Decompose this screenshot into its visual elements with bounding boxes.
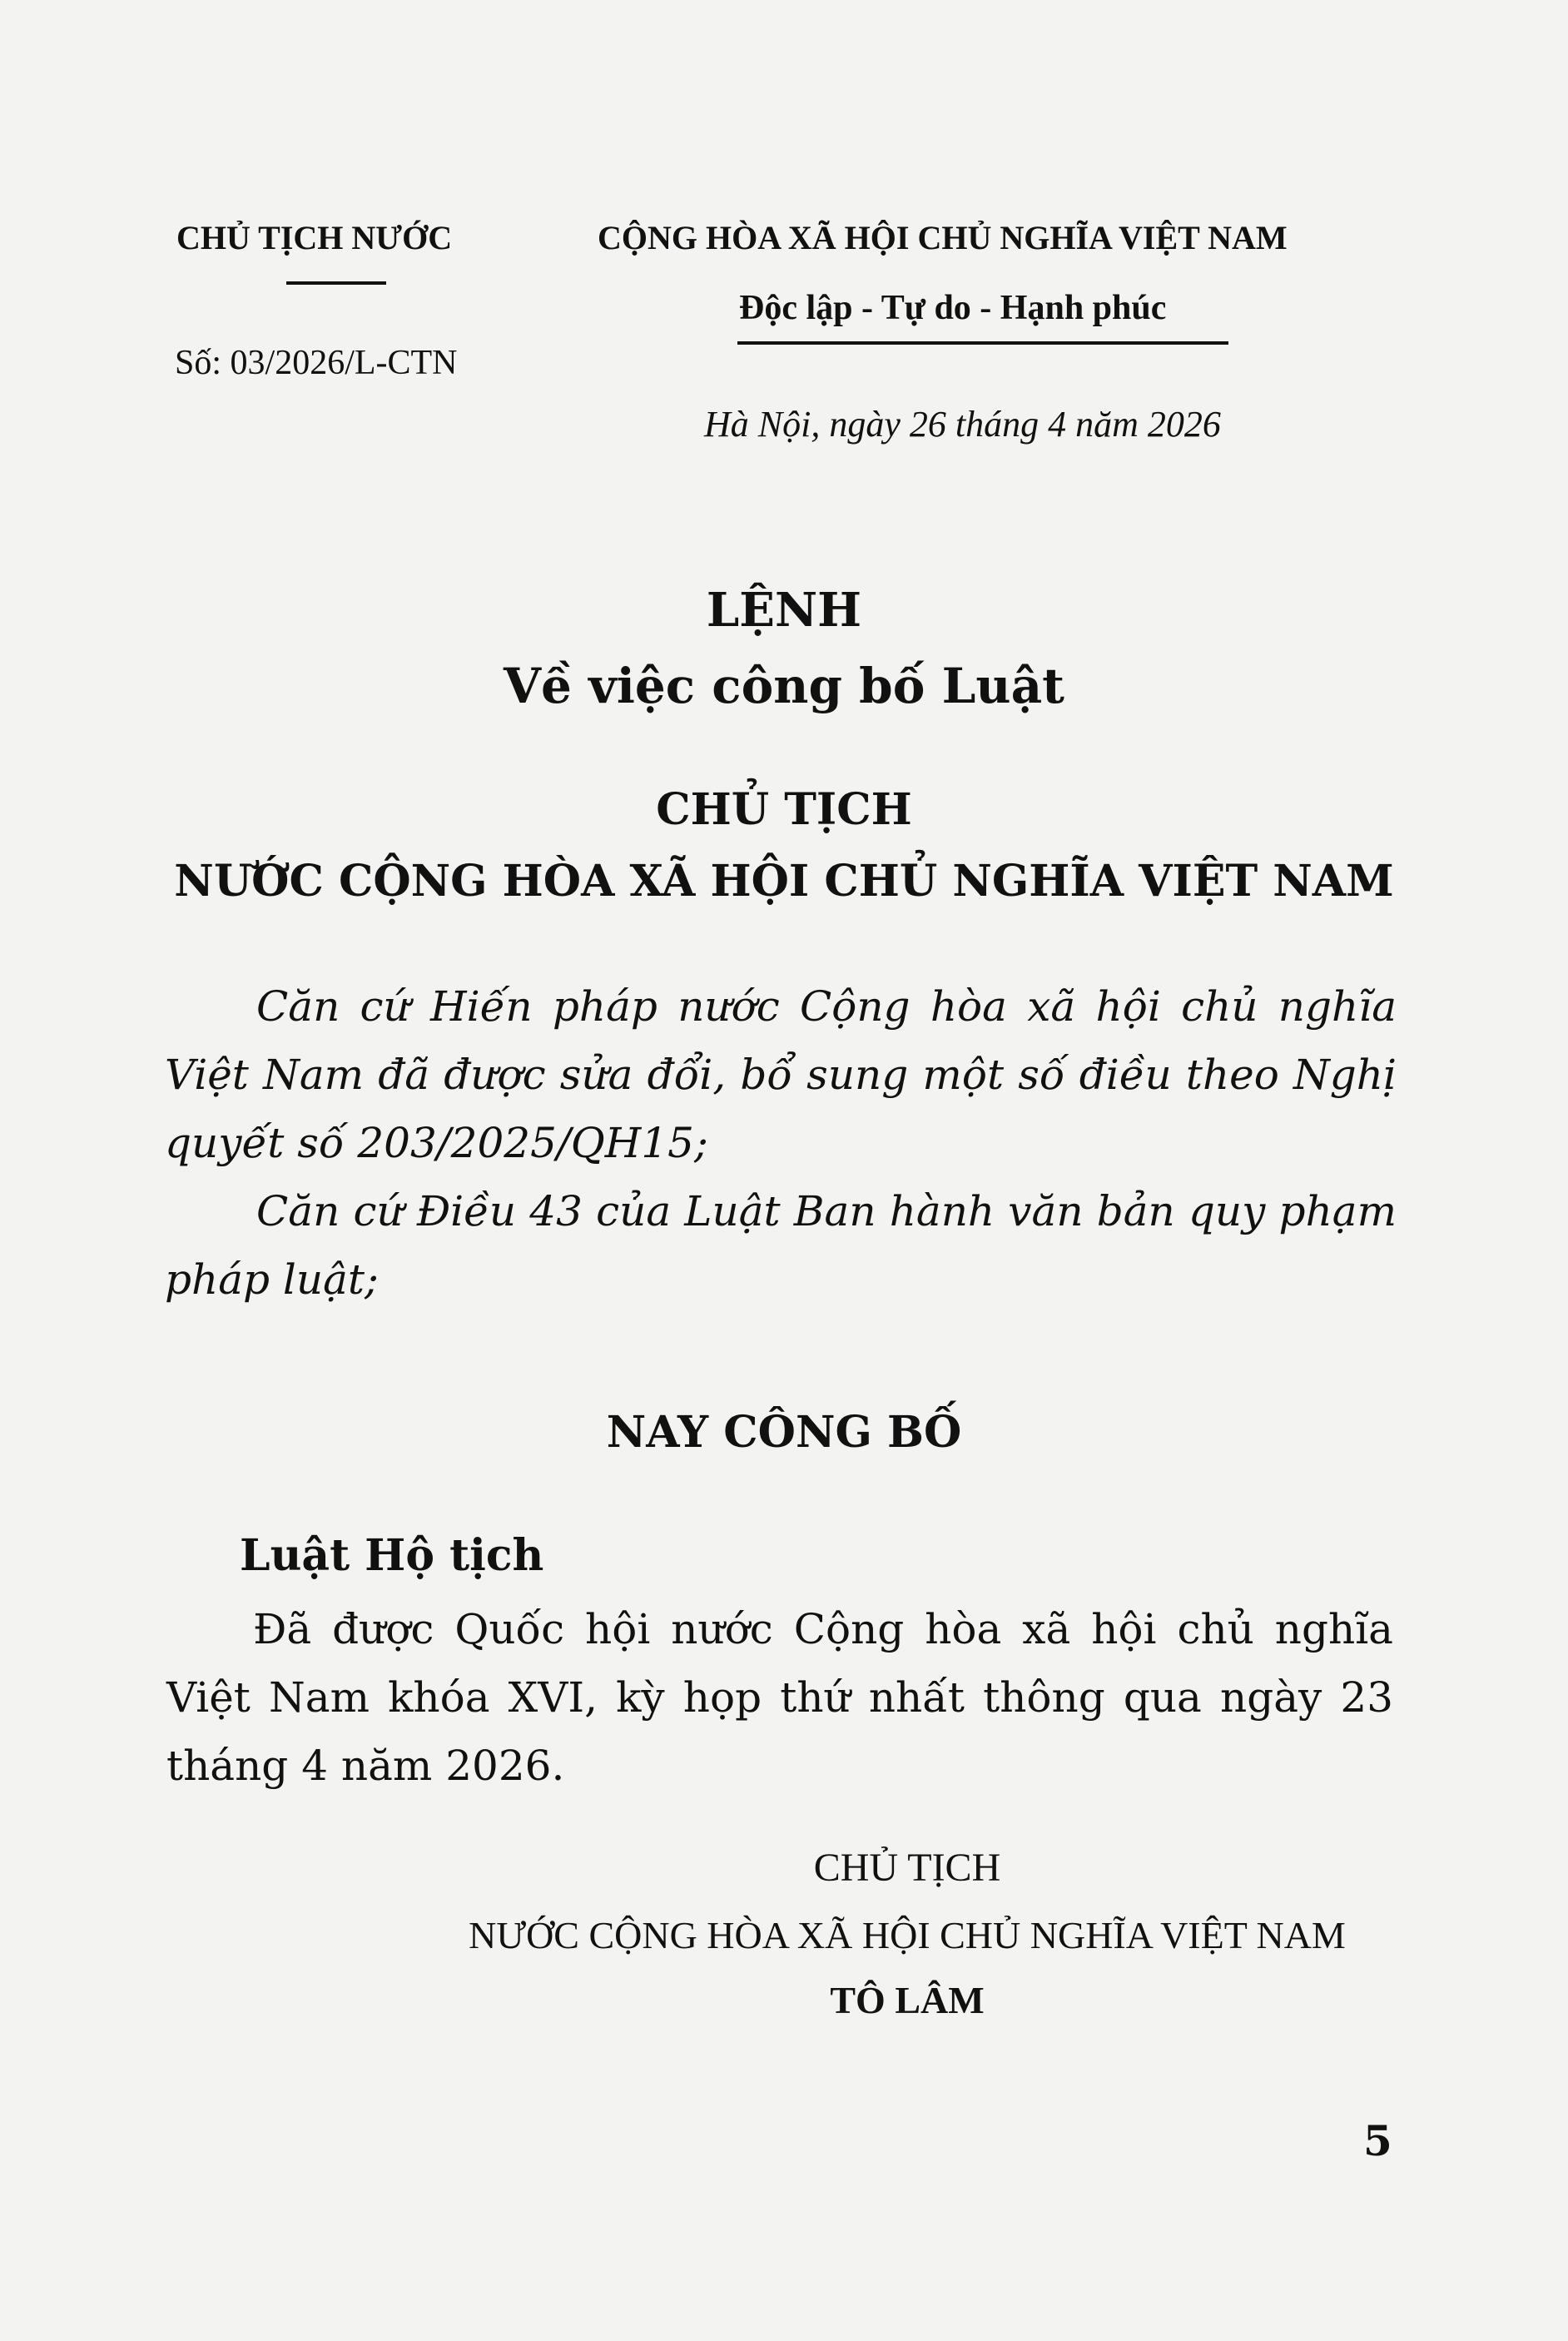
approval-statement: Đã được Quốc hội nước Cộng hòa xã hội chủ nghĩa Việt Nam khóa XVI, kỳ họp thứ nhất thông qua ngày 23 tháng 4 năm 2026.: [166, 1605, 1393, 1790]
country-name-header: CỘNG HÒA XÃ HỘI CHỦ NGHĨA VIỆT NAM: [598, 219, 1288, 256]
legal-basis-law: Căn cứ Điều 43 của Luật Ban hành văn bản quy phạm pháp luật;: [165, 1187, 1397, 1304]
signer-country: NƯỚC CỘNG HÒA XÃ HỘI CHỦ NGHĨA VIỆT NAM: [469, 1914, 1346, 1956]
proclamation-heading: NAY CÔNG BỐ: [606, 1407, 962, 1458]
issuing-office-underline: [286, 281, 386, 285]
national-motto: Độc lập - Tự do - Hạnh phúc: [739, 289, 1167, 327]
issuer-country: NƯỚC CỘNG HÒA XÃ HỘI CHỦ NGHĨA VIỆT NAM: [174, 856, 1394, 907]
page-number: 5: [1363, 2116, 1392, 2165]
document-subject: Về việc công bố Luật: [504, 658, 1064, 714]
signer-title: CHỦ TỊCH: [813, 1846, 1001, 1890]
document-type: LỆNH: [706, 583, 862, 638]
document-number: Số: 03/2026/L-CTN: [175, 344, 458, 382]
signer-name: TÔ LÂM: [830, 1979, 985, 2021]
issuing-office: CHỦ TỊCH NƯỚC: [176, 219, 453, 256]
place-and-date: Hà Nội, ngày 26 tháng 4 năm 2026: [704, 404, 1221, 445]
legal-basis-constitution: Căn cứ Hiến pháp nước Cộng hòa xã hội chủ nghĩa Việt Nam đã được sửa đổi, bổ sung một số điều theo Nghị quyết số 203/2025/QH15;: [165, 982, 1397, 1167]
motto-underline: [737, 341, 1228, 345]
issuer-title: CHỦ TỊCH: [656, 784, 912, 835]
law-name: Luật Hộ tịch: [240, 1530, 544, 1581]
